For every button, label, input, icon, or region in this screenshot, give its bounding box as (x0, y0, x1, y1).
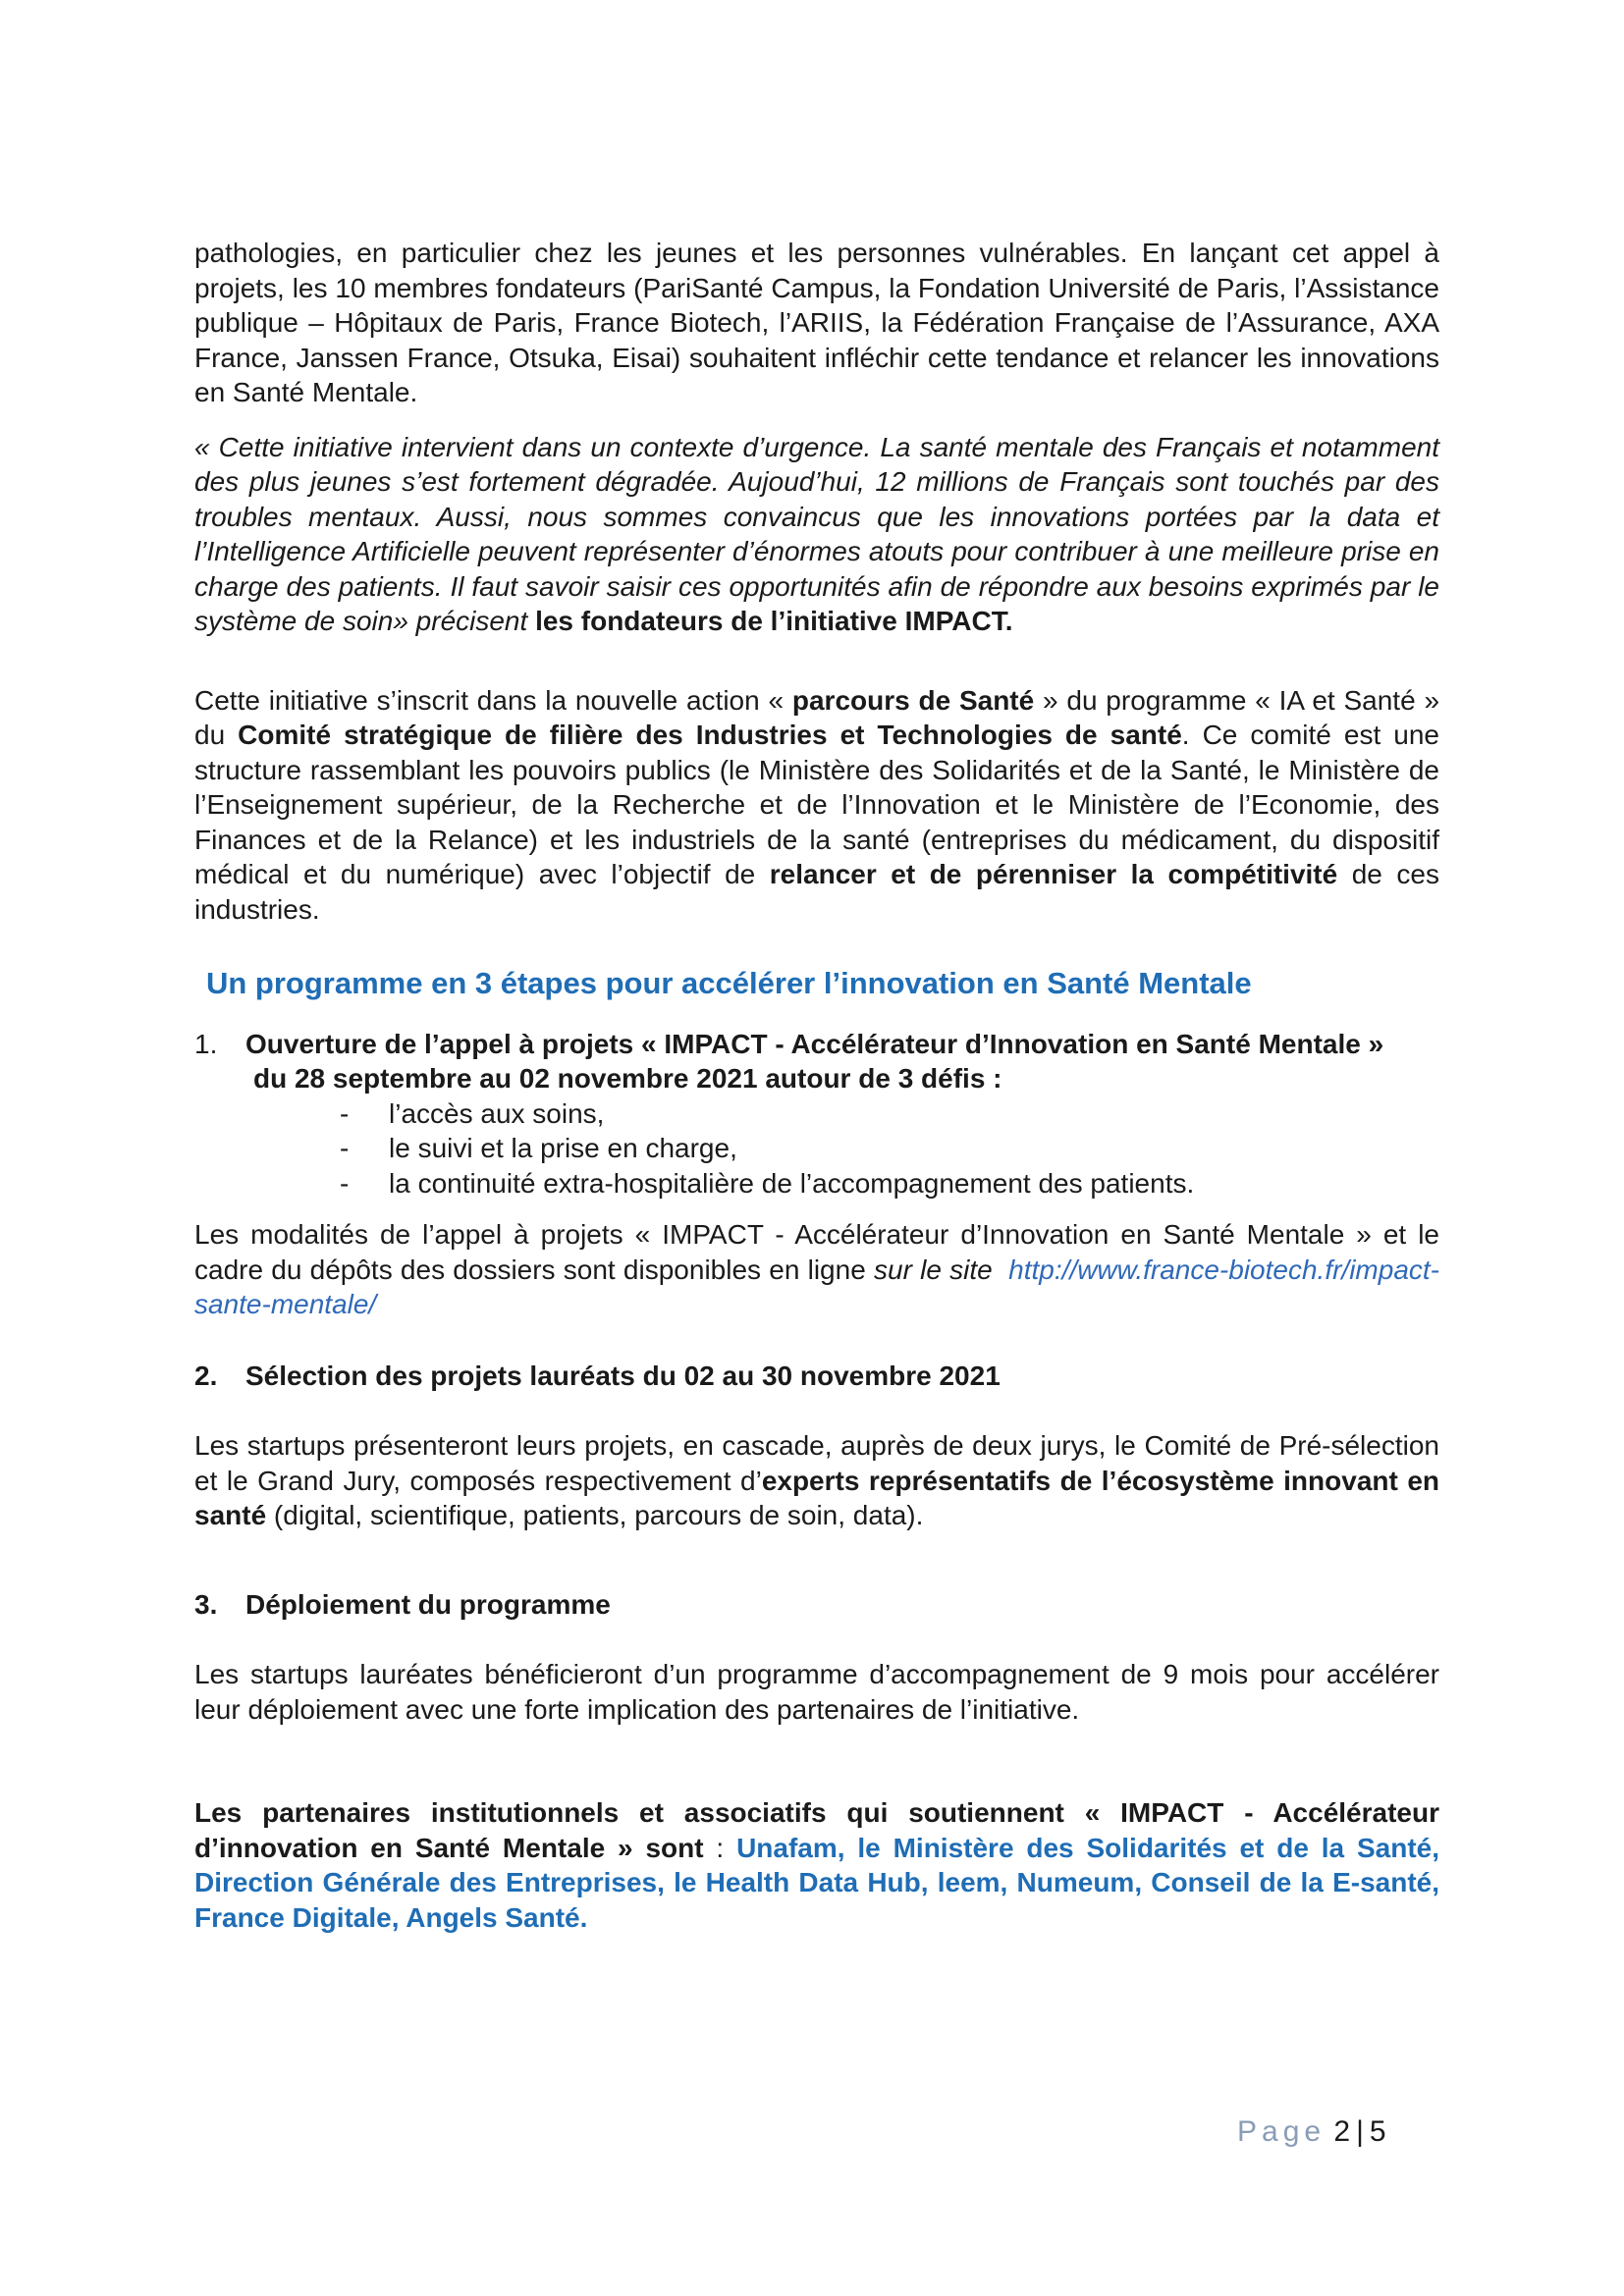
initiative-bold-competitivite: relancer et de pérenniser la compétitivité (769, 859, 1338, 889)
initiative-text-2: » du programme « IA et Santé » du (194, 684, 1440, 750)
initiative-bold-comite: Comité stratégique de filière des Industries et Technologies de santé (238, 720, 1182, 750)
step-3-number: 3. (194, 1588, 218, 1620)
list-item (340, 1096, 1439, 1132)
page-separator: | (1356, 2115, 1364, 2148)
page-current: 2 (1333, 2115, 1351, 2148)
step-1-number: 1. (194, 1028, 218, 1059)
step-2-title-text: Sélection des projets lauréats du 02 au 30 novembre 2021 (245, 1360, 1001, 1391)
step-3-title (194, 1587, 1439, 1623)
page-footer (1237, 2115, 1386, 2149)
initiative-text-3: . Ce comité est une structure rassemblant les pouvoirs publics (le Ministère des Solidarités et de la Santé, le Ministère de l’Enseignement supérieur, de la Recherche et de l’Innovation et le Ministère de l’Economie, des Finances et de la Relance) et les industriels de la santé (entreprises du médicament, du dispositif médical et du numérique) avec l’objectif de (194, 720, 1439, 889)
founders-quote (194, 430, 1439, 639)
partners-colon: : (703, 1832, 737, 1863)
partners-paragraph (194, 1795, 1439, 1935)
step-1-challenges-list (194, 1096, 1439, 1201)
dash-marker: - (340, 1167, 350, 1199)
intro-paragraph (194, 236, 1439, 410)
dash-marker: - (340, 1133, 350, 1163)
site-label: sur le site (874, 1254, 993, 1285)
dash-marker: - (340, 1097, 350, 1129)
selection-text-2: (digital, scientifique, patients, parcours de soin, data). (266, 1500, 924, 1530)
selection-bold-experts: experts représentatifs de l’écosystème innovant en santé (194, 1465, 1439, 1530)
list-item (340, 1166, 1439, 1201)
deployment-paragraph: Les startups lauréates bénéficieront d’un programme d’accompagnement de 9 mois pour accélérer leur déploiement avec une forte implication des partenaires de l’initiative. (194, 1659, 1439, 1725)
quote-precisent: précisent (407, 606, 536, 636)
partners-list: Unafam, le Ministère des Solidarités et de la Santé, Direction Générale des Entreprises, le Health Data Hub, leem, Numeum, Conseil de la E-santé, France Digitale, Angels Santé. (194, 1832, 1440, 1933)
step-1-title (194, 1027, 1439, 1062)
page-total: 5 (1369, 2115, 1386, 2148)
list-item-text: la continuité extra-hospitalière de l’accompagnement des patients. (389, 1167, 1195, 1199)
list-item (340, 1131, 1439, 1166)
impact-link[interactable]: http://www.france-biotech.fr/impact-sante-mentale/ (194, 1254, 1439, 1319)
list-item-text: l’accès aux soins, (389, 1097, 605, 1129)
link-space (993, 1255, 1008, 1285)
initiative-text-4: de ces industries. (194, 859, 1439, 925)
initiative-text-1: Cette initiative s’inscrit dans la nouvelle action « (194, 684, 792, 716)
step-3-title-text: Déploiement du programme (245, 1588, 611, 1620)
section-heading: Un programme en 3 étapes pour accélérer l’innovation en Santé Mentale (206, 966, 1252, 1000)
intro-text: pathologies, en particulier chez les jeunes et les personnes vulnérables. En lançant cet appel à projets, les 10 membres fondateurs (PariSanté Campus, la Fondation Université de Paris, l’Assistance publique – Hôpitaux de Paris, France Biotech, l’ARIIS, la Fédération Française de l’Assurance, AXA France, Janssen France, Otsuka, Eisai) souhaitent infléchir cette tendance et relancer les innovations en Santé Mentale. (194, 238, 1439, 407)
step-1-dates: du 28 septembre au 02 novembre 2021 autour de 3 défis : (253, 1063, 1002, 1094)
step-2-title (194, 1359, 1439, 1394)
partners-intro: Les partenaires institutionnels et associatifs qui soutiennent « IMPACT - Accélérateur d’innovation en Santé Mentale » sont (194, 1797, 1439, 1863)
initiative-bold-parcours: parcours de Santé (791, 684, 1035, 716)
initiative-paragraph (194, 683, 1439, 928)
step-1-title-text: Ouverture de l’appel à projets « IMPACT - Accélérateur d’Innovation en Santé Mentale » (245, 1028, 1384, 1059)
list-item-text: le suivi et la prise en charge, (389, 1133, 737, 1163)
page-label: Page (1237, 2115, 1326, 2148)
document-page (194, 236, 1439, 1935)
modalites-paragraph (194, 1217, 1439, 1322)
selection-text-1: Les startups présenteront leurs projets, en cascade, auprès de deux jurys, le Comité de Pré-sélection et le Grand Jury, composés respectivement d’ (194, 1430, 1439, 1496)
quote-attribution: les fondateurs de l’initiative IMPACT. (535, 606, 1013, 636)
quote-text: « Cette initiative intervient dans un contexte d’urgence. La santé mentale des Français et notamment des plus jeunes s’est fortement dégradée. Aujoud’hui, 12 millions de Français sont touchés par des troubles mentaux. Aussi, nous sommes convaincus que les innovations portées par la data et l’Intelligence Artificielle peuvent représenter d’énormes atouts pour contribuer à une meilleure prise en charge des patients. Il faut savoir saisir ces opportunités afin de répondre aux besoins exprimés par le système de soin» (194, 431, 1439, 636)
step-2-number: 2. (194, 1360, 218, 1391)
selection-paragraph (194, 1428, 1439, 1533)
modalites-text: Les modalités de l’appel à projets « IMPACT - Accélérateur d’Innovation en Santé Mentale » et le cadre du dépôts des dossiers sont disponibles en ligne (194, 1219, 1439, 1285)
